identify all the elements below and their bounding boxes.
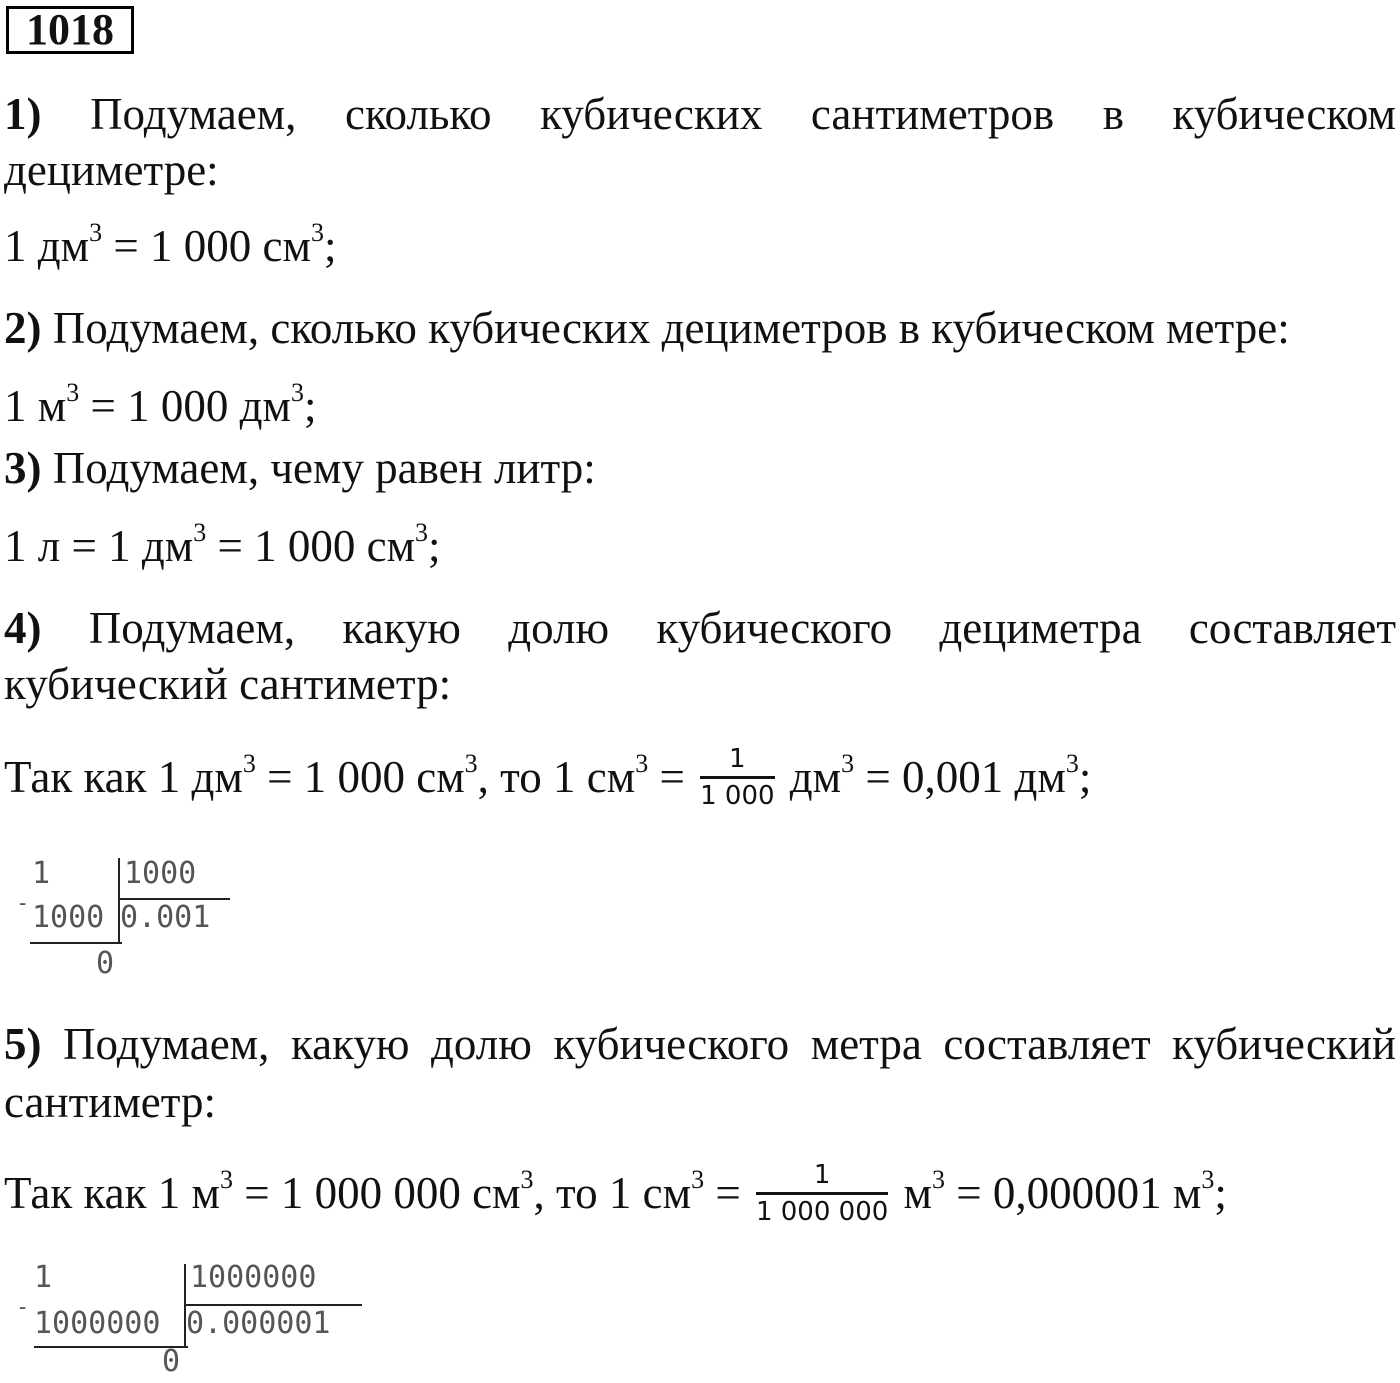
division-bracket-vertical [118, 858, 120, 942]
minus-sign: - [16, 1295, 30, 1320]
p4-num: 4) [4, 603, 42, 653]
p2-equation: 1 $м^3 = 1$ 000 $дм^3$; [4, 378, 317, 431]
p4-line1: 4) Подумаем, какую долю кубического дециметра составляет [4, 603, 1397, 653]
remainder: 0 [162, 1344, 181, 1379]
p5-num: 5) [4, 1019, 42, 1069]
p1-equation: 1 $дм^3 = 1$ 000 $см^3$; [4, 218, 337, 271]
p4-long-division [14, 858, 244, 988]
p3-line: 3) Подумаем, чему равен литр: [4, 443, 596, 493]
p3-equation: 1 л = 1 $дм^3 = 1$ 000 $см^3$; [4, 518, 441, 571]
minus-sign: - [16, 891, 30, 916]
p2-num: 2) [4, 303, 42, 353]
p1-num: 1) [4, 89, 42, 139]
divisor: 1000000 [190, 1260, 317, 1295]
p5-long-division [14, 1262, 374, 1383]
p2-line: 2) Подумаем, сколько кубических дециметров в кубическом метре: [4, 303, 1290, 353]
subtraction-line [30, 942, 122, 944]
divisor: 1000 [124, 856, 197, 891]
p5-fraction: $\frac{1}{1 000 000}$ [755, 1160, 889, 1227]
p4-fraction: $\frac{1}{1 000}$ [700, 744, 775, 811]
p3-num: 3) [4, 443, 42, 493]
p5-equation: Так как 1 $м^3 = 1$ 000 000 $см^3$, то 1 $см^3$ = $\frac{1}{1 000 000}$ $м^3 = 0,000001$ $м^3$; [4, 1160, 1227, 1227]
p4-equation: Так как 1 $дм^3 = 1$ 000 $см^3$, то 1 $см^3$ = $\frac{1}{1 000}$ $дм^3 = 0,001$ $дм^3$; [4, 744, 1092, 811]
p5-line1: 5) Подумаем, какую долю кубического метра составляет кубический [4, 1019, 1396, 1069]
subtraction-line [34, 1346, 188, 1348]
remainder: 0 [96, 946, 115, 981]
division-bracket-vertical [184, 1264, 186, 1348]
problem-number: 1018 [6, 6, 134, 54]
division-bracket-horizontal [118, 898, 230, 900]
subtrahend: 1000000 [34, 1306, 161, 1341]
p1-word: Подумаем, [90, 89, 297, 139]
p1-word: кубических [540, 89, 763, 139]
p1-word: сколько [344, 89, 492, 139]
p4-line2: кубический сантиметр: [4, 659, 452, 709]
p1-word: кубическом [1172, 89, 1397, 139]
subtrahend: 1000 [32, 900, 105, 935]
quotient: 0.000001 [186, 1306, 331, 1341]
p1-line1 [4, 88, 1396, 140]
p5-line2: сантиметр: [4, 1077, 216, 1127]
dividend: 1 [34, 1260, 53, 1295]
p1-line2: дециметре: [4, 145, 219, 195]
dividend: 1 [32, 856, 51, 891]
division-bracket-horizontal [184, 1304, 362, 1306]
quotient: 0.001 [120, 900, 211, 935]
p1-word: в [1102, 89, 1124, 139]
p1-word: сантиметров [810, 89, 1055, 139]
